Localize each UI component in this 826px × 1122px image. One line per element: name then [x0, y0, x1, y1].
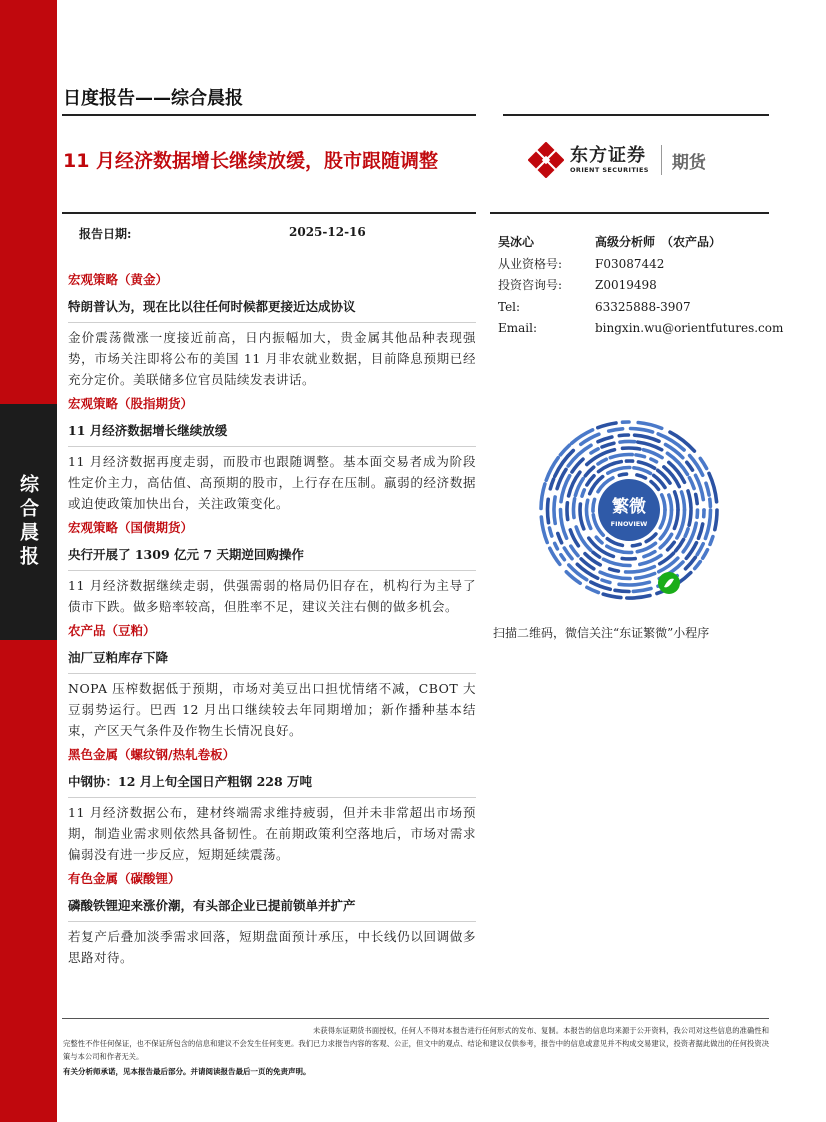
section-body: 11 月经济数据继续走弱，供强需弱的格局仍旧存在，机构行为主导了债市下跌。做多赔率较高，但胜率不足，建议关注右侧的做多机会。 [68, 578, 476, 614]
analyst-email[interactable]: bingxin.wu@orientfutures.com [595, 321, 784, 335]
logo-mark-icon [528, 142, 564, 178]
divider [68, 673, 476, 674]
section-body: 11 月经济数据再度走弱，而股市也跟随调整。基本面交易者成为阶段性定价主力，高估值、高预期的股市，上行存在压制。羸弱的经济数据或迫使政策加快出台，关注政策变化。 [68, 454, 476, 511]
section-title: 有色金属（碳酸锂） [68, 871, 181, 886]
section-subtitle: 中钢协：12 月上旬全国日产粗钢 228 万吨 [68, 774, 313, 789]
section-body: 金价震荡微涨一度接近前高，日内振幅加大，贵金属其他品种表现强势，市场关注即将公布的美国 11 月非农就业数据，目前降息预期已经充分定价。美联储多位官员陆续发表讲话。 [68, 330, 476, 387]
analyst-row-label: 投资咨询号: [498, 278, 563, 292]
section-subtitle: 磷酸铁锂迎来涨价潮，有头部企业已提前锁单并扩产 [68, 898, 356, 913]
divider [68, 797, 476, 798]
section-subtitle: 央行开展了 1309 亿元 7 天期逆回购操作 [68, 547, 304, 562]
section-body: NOPA 压榨数据低于预期，市场对美豆出口担忧情绪不减，CBOT 大豆弱势运行。巴西 12 月出口继续较去年同期增加；新作播种基本结束，产区天气条件及作物生长情况良好。 [68, 681, 476, 738]
company-logo [528, 140, 706, 180]
report-date-label: 报告日期: [79, 227, 132, 241]
divider [68, 570, 476, 571]
section-soybean-meal [68, 621, 476, 741]
side-tab [0, 404, 57, 640]
logo-name-en: ORIENT SECURITIES [570, 166, 649, 174]
section-title: 宏观策略（黄金） [68, 272, 169, 287]
divider [68, 921, 476, 922]
analyst-row [498, 254, 778, 276]
section-subtitle: 油厂豆粕库存下降 [68, 650, 169, 665]
qr-code-icon [537, 410, 721, 610]
section-subtitle: 11 月经济数据增长继续放缓 [68, 423, 228, 438]
analyst-row-value: Z0019498 [595, 278, 657, 292]
disclaimer-text: 未获得东证期货书面授权，任何人不得对本报告进行任何形式的发布、复制。本报告的信息均来源于公开资料，我公司对这些信息的准确性和完整性不作任何保证，也不保证所包含的信息和建议不会发生任何变更。我们已力求报告内容的客观、公正，但文中的观点、结论和建议仅供参考，报告中的信息或意见并不构成交易建议，投资者据此做出的任何投资决策与本公司和作者无关。 [63, 1026, 769, 1061]
section-gold [68, 270, 476, 390]
logo-separator [661, 145, 662, 175]
logo-name-cn: 东方证券 [570, 145, 646, 166]
divider [503, 114, 769, 116]
report-type: 日度报告——综合晨报 [63, 88, 243, 109]
divider [490, 212, 769, 214]
section-title: 黑色金属（螺纹钢/热轧卷板） [68, 747, 236, 762]
section-body: 11 月经济数据公布，建材终端需求维持疲弱，但并未非常超出市场预期，制造业需求则依然具备韧性。在前期政策利空落地后，市场对需求偏弱没有进一步反应，短期延续震荡。 [68, 805, 476, 862]
section-subtitle: 特朗普认为，现在比以往任何时候都更接近达成协议 [68, 299, 356, 314]
analyst-row-label: Tel: [498, 299, 521, 314]
analyst-name: 吴冰心 [498, 235, 535, 249]
analyst-row-label: Email: [498, 321, 538, 335]
section-title: 农产品（豆粕） [68, 623, 156, 638]
side-tab-label: 综合晨报 [17, 474, 39, 570]
section-ferrous-metals [68, 745, 476, 865]
section-title: 宏观策略（股指期货） [68, 396, 194, 411]
section-lithium-carbonate [68, 869, 476, 968]
qr-caption: 扫描二维码，微信关注“东证繁微”小程序 [493, 626, 710, 640]
section-treasury-futures [68, 518, 476, 617]
divider [62, 114, 476, 116]
qr-center-en: FINOVIEW [610, 520, 648, 528]
analyst-row-value: 63325888-3907 [595, 299, 691, 314]
analyst-row-label: 从业资格号: [498, 256, 563, 271]
section-stock-index-futures [68, 394, 476, 514]
analyst-row [498, 318, 784, 340]
section-title: 宏观策略（国债期货） [68, 520, 194, 535]
divider [62, 1018, 769, 1019]
headline: 11 月经济数据增长继续放缓，股市跟随调整 [63, 150, 439, 172]
analyst-title: 高级分析师 （农产品） [595, 235, 722, 249]
main-content [68, 270, 476, 972]
analyst-row [498, 275, 778, 297]
divider [62, 212, 476, 214]
divider [68, 322, 476, 323]
analyst-row [498, 297, 778, 319]
analyst-row-value: F03087442 [595, 256, 665, 271]
divider [68, 446, 476, 447]
report-date-value: 2025-12-16 [289, 225, 366, 239]
disclaimer-bold: 有关分析师承诺，见本报告最后部分。并请阅读报告最后一页的免责声明。 [63, 1067, 311, 1076]
analyst-info [498, 232, 784, 340]
analyst-header-row [498, 232, 778, 254]
section-body: 若复产后叠加淡季需求回落，短期盘面预计承压，中长线仍以回调做多思路对待。 [68, 929, 476, 965]
qr-code [537, 410, 721, 610]
logo-division: 期货 [671, 152, 706, 173]
qr-center-cn: 繁微 [612, 497, 646, 517]
